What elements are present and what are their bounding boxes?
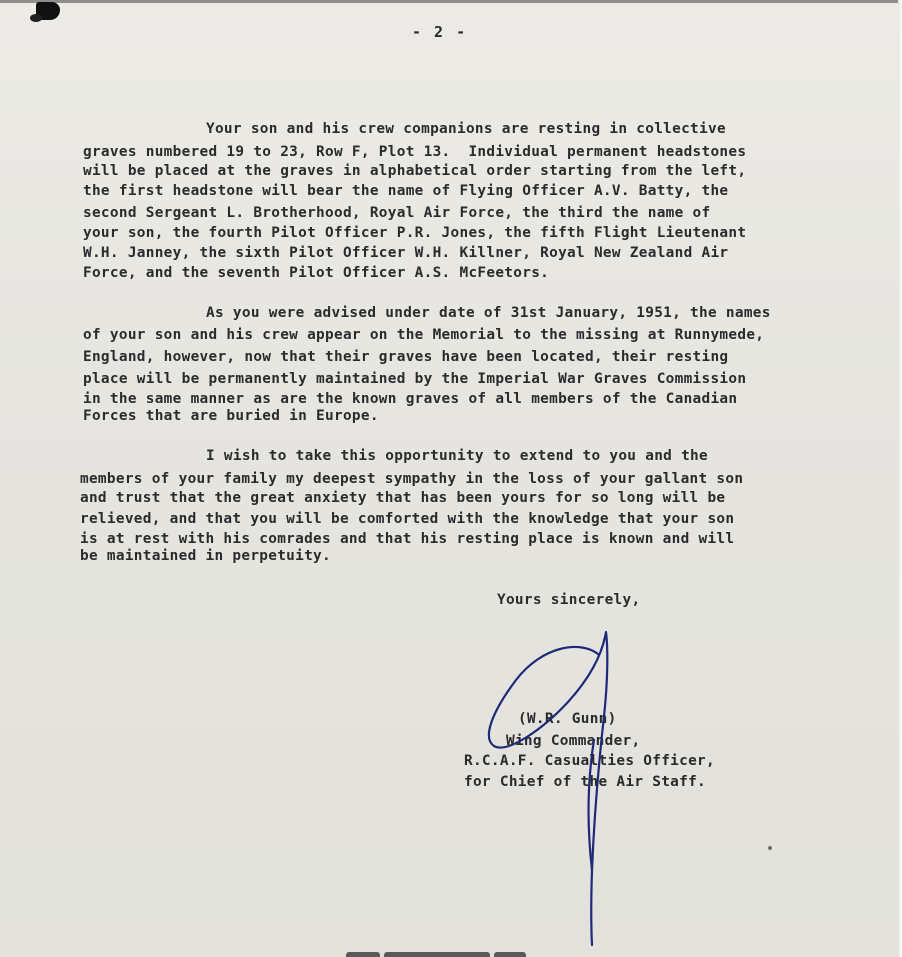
paragraph-line: in the same manner as are the known graves of all members of the Canadian — [83, 391, 738, 407]
paragraph-line: England, however, now that their graves have been located, their resting — [83, 349, 729, 365]
bottom-edge-mark — [494, 952, 526, 957]
paragraph-line: Force, and the seventh Pilot Officer A.S. McFeetors. — [83, 265, 550, 281]
signatory-title: R.C.A.F. Casualties Officer, — [464, 753, 715, 769]
paragraph-line: of your son and his crew appear on the Memorial to the missing at Runnymede, — [83, 327, 765, 343]
handwritten-signature — [470, 620, 630, 950]
paragraph-line: the first headstone will bear the name of Flying Officer A.V. Batty, the — [83, 183, 729, 199]
paragraph-line: Your son and his crew companions are resting in collective — [206, 121, 726, 137]
paragraph-line: your son, the fourth Pilot Officer P.R. Jones, the fifth Flight Lieutenant — [83, 225, 747, 241]
paragraph-line: Forces that are buried in Europe. — [83, 408, 379, 424]
bottom-edge-mark — [384, 952, 490, 957]
paragraph-line: relieved, and that you will be comforted with the knowledge that your son — [80, 511, 735, 527]
paragraph-line: As you were advised under date of 31st January, 1951, the names — [206, 305, 771, 321]
paper-speck — [768, 846, 772, 850]
paragraph-line: will be placed at the graves in alphabetical order starting from the left, — [83, 163, 747, 179]
paragraph-line: members of your family my deepest sympathy in the loss of your gallant son — [80, 471, 744, 487]
paragraph-line: I wish to take this opportunity to extend to you and the — [206, 448, 708, 464]
paragraph-line: is at rest with his comrades and that his resting place is known and will — [80, 531, 735, 547]
paragraph-line: W.H. Janney, the sixth Pilot Officer W.H. Killner, Royal New Zealand Air — [83, 245, 729, 261]
closing-salutation: Yours sincerely, — [497, 592, 641, 608]
signatory-name: (W.R. Gunn) — [518, 711, 617, 727]
paragraph-line: be maintained in perpetuity. — [80, 548, 331, 564]
bottom-edge-mark — [346, 952, 380, 957]
signatory-for-line: for Chief of the Air Staff. — [464, 774, 707, 790]
paragraph-line: place will be permanently maintained by the Imperial War Graves Commission — [83, 371, 747, 387]
paragraph-line: and trust that the great anxiety that has been yours for so long will be — [80, 490, 726, 506]
paragraph-line: second Sergeant L. Brotherhood, Royal Air Force, the third the name of — [83, 205, 711, 221]
page-number: - 2 - — [412, 23, 468, 41]
paragraph-line: graves numbered 19 to 23, Row F, Plot 13. Individual permanent headstones — [83, 144, 747, 160]
signatory-rank: Wing Commander, — [506, 733, 641, 749]
